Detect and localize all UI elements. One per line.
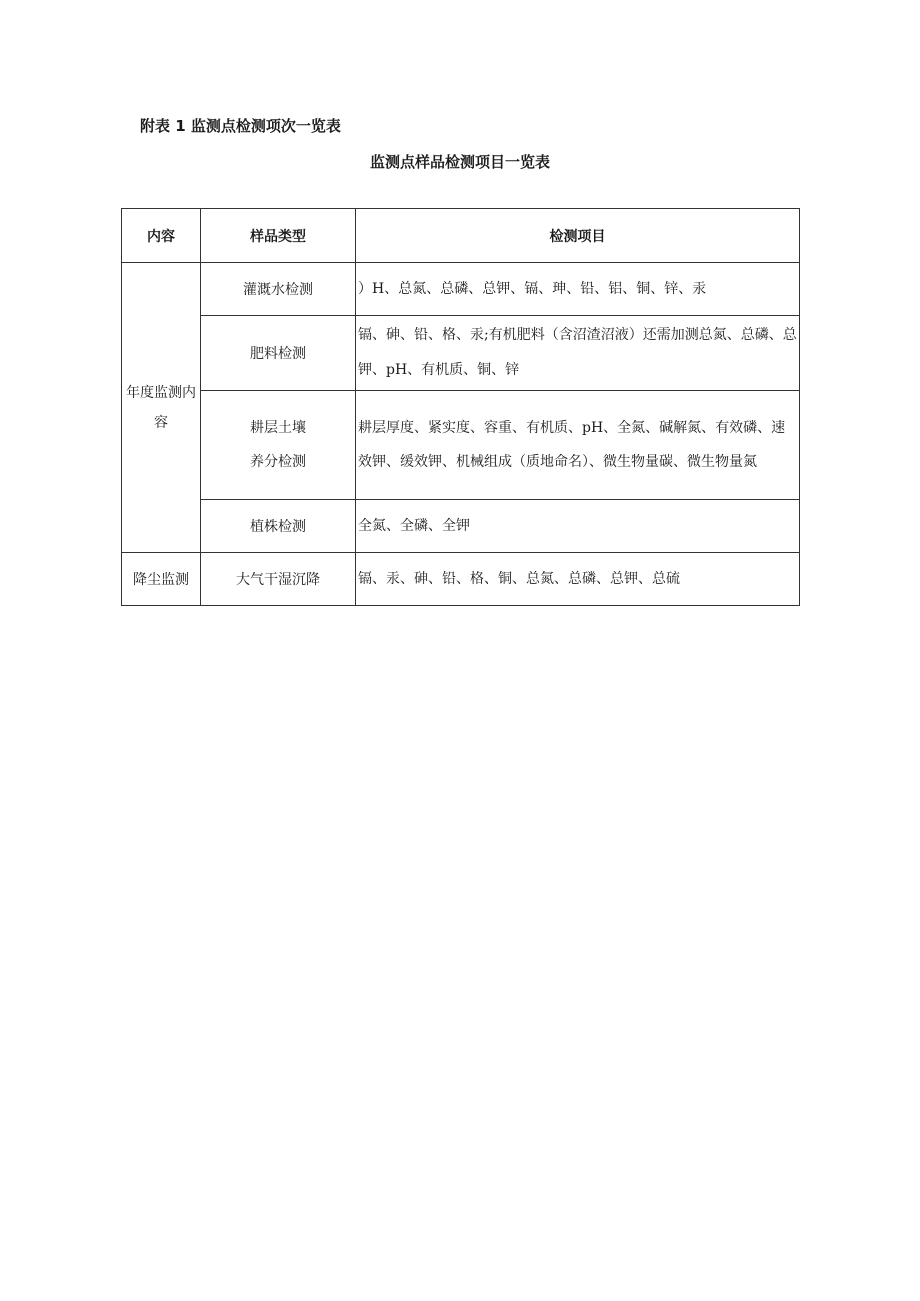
- table-row: [122, 316, 800, 391]
- test-items-cell: 镉、汞、砷、铅、格、铜、总氮、总磷、总钾、总硫: [356, 553, 800, 606]
- appendix-title: 附表 1 监测点检测项次一览表: [140, 117, 341, 135]
- sample-type-cell: 肥料检测: [201, 316, 356, 391]
- sample-type-line: 养分检测: [250, 454, 306, 470]
- category-label: 年度监测内容: [126, 384, 196, 431]
- table-row: [122, 391, 800, 500]
- test-items-cell: 全氮、全磷、全钾: [356, 500, 800, 553]
- table-row: [122, 553, 800, 606]
- test-items-cell: ）H、总氮、总磷、总钾、镉、珅、铅、铝、铜、锌、汞: [356, 263, 800, 316]
- table-row: [122, 500, 800, 553]
- sample-type-line: 耕层土壤: [250, 420, 306, 436]
- column-header-sample-type: 样品类型: [201, 209, 356, 263]
- category-cell: 降尘监测: [122, 553, 201, 606]
- sample-type-cell: 大气干湿沉降: [201, 553, 356, 606]
- table-row: [122, 263, 800, 316]
- table-title: 监测点样品检测项目一览表: [369, 153, 550, 171]
- table-header-row: [122, 209, 800, 263]
- sample-type-cell: 灌溉水检测: [201, 263, 356, 316]
- category-cell: [122, 263, 201, 553]
- test-items-cell: 耕层厚度、紧实度、容重、有机质、pH、全氮、碱解氮、有效磷、速效钾、缓效钾、机械组成（质地命名）、微生物量碳、微生物量氮: [356, 391, 800, 500]
- sample-type-cell: 植株检测: [201, 500, 356, 553]
- column-header-content: 内容: [122, 209, 201, 263]
- test-items-cell: 镉、砷、铅、格、汞;有机肥料（含沼渣沼液）还需加测总氮、总磷、总钾、pH、有机质、铜、锌: [356, 316, 800, 391]
- sample-type-cell: [201, 391, 356, 500]
- column-header-test-items: 检测项目: [356, 209, 800, 263]
- monitoring-table: [121, 208, 800, 606]
